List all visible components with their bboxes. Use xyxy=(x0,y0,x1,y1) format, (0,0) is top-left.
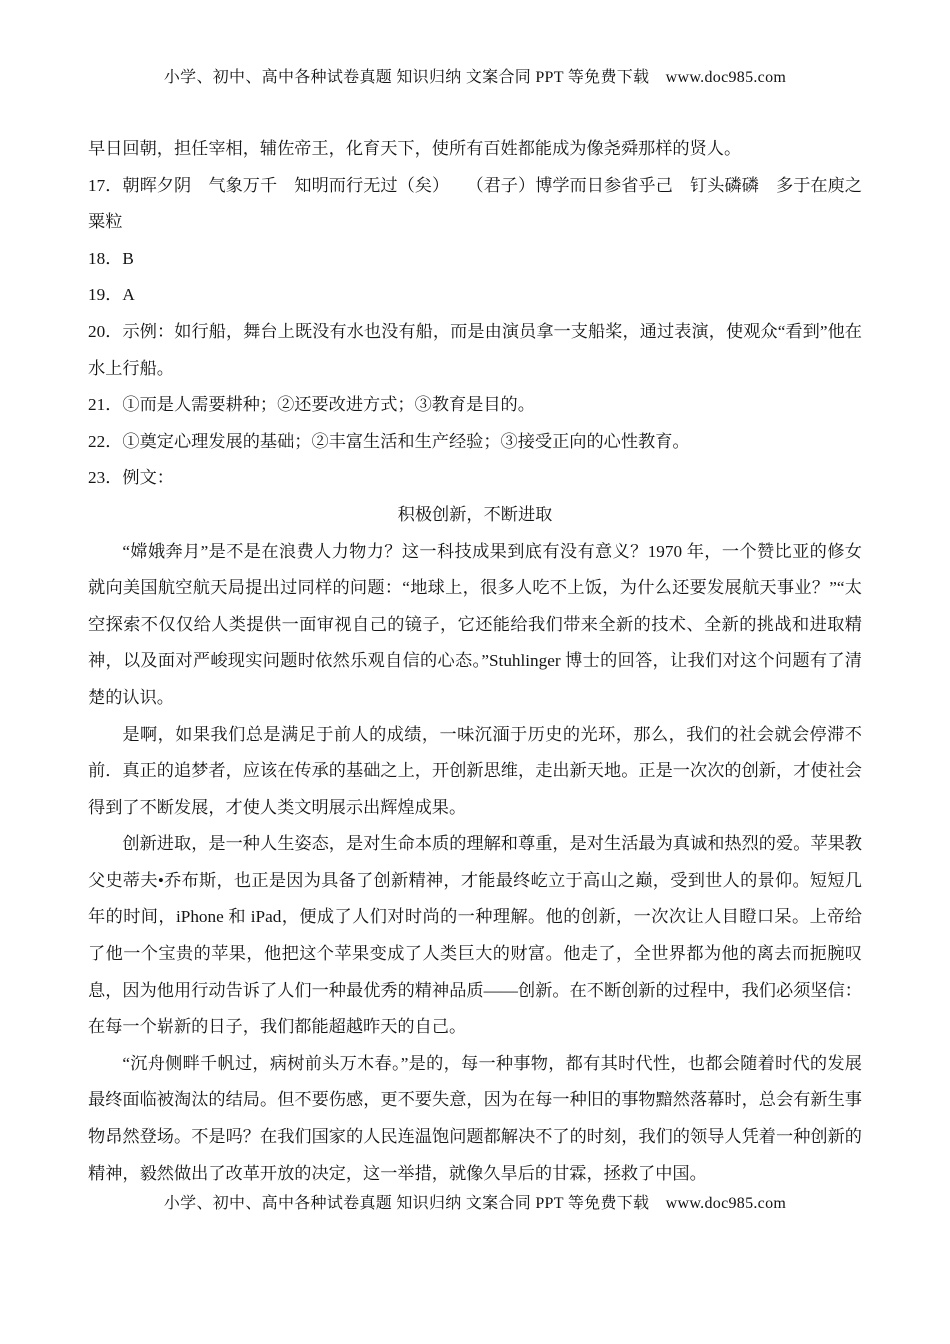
essay-title: 积极创新，不断进取 xyxy=(397,504,553,524)
answer-line-23-label: 23．例文： xyxy=(88,468,174,488)
answer-line-19: 19．A xyxy=(88,285,135,305)
answer-line-16-continuation: 早日回朝，担任宰相，辅佐帝王，化育天下，使所有百姓都能成为像尧舜那样的贤人。 xyxy=(88,139,742,158)
essay-paragraph: 是啊，如果我们总是满足于前人的成绩，一味沉湎于历史的光环，那么，我们的社会就会停滞不前．真正的追梦者，应该在传承的基础之上，开创新思维，走出新天地。正是一次次的创新，才使社会得到了不断发展，才使人类文明展示出辉煌成果。 xyxy=(88,724,862,817)
essay-paragraph: 创新进取，是一种人生姿态，是对生命本质的理解和尊重，是对生活最为真诚和热烈的爱。苹果教父史蒂夫•乔布斯，也正是因为具备了创新精神，才能最终屹立于高山之巅，受到世人的景仰。短短几年的时间，iPhone 和 iPad，便成了人们对时尚的一种理解。他的创新，一次次让人目瞪口呆。上帝给了他一个宝贵的苹果，他把这个苹果变成了人类巨大的财富。他走了，全世界都为他的离去而扼腕叹息，因为他用行动告诉了人们一种最优秀的精神品质——创新。在不断创新的过程中，我们必须坚信：在每一个崭新的日子，我们都能超越昨天的自己。 xyxy=(88,834,862,1037)
answer-line-17: 17．朝晖夕阴 气象万千 知明而行无过（矣） （君子）博学而日参省乎己 钉头磷磷 多于在庾之粟粒 xyxy=(88,175,862,232)
footer-watermark: 小学、初中、高中各种试卷真题 知识归纳 文案合同 PPT 等免费下载 www.doc985.com xyxy=(163,1195,787,1212)
answer-line-22: 22．①奠定心理发展的基础；②丰富生活和生产经验；③接受正向的心性教育。 xyxy=(88,431,690,451)
answer-line-18: 18．B xyxy=(88,248,134,268)
answer-sheet-content xyxy=(88,131,862,1192)
header-watermark: 小学、初中、高中各种试卷真题 知识归纳 文案合同 PPT 等免费下载 www.doc985.com xyxy=(163,69,787,86)
answer-line-21: 21．①而是人需要耕种；②还要改进方式；③教育是目的。 xyxy=(88,395,535,415)
essay-paragraph: “沉舟侧畔千帆过，病树前头万木春。”是的，每一种事物，都有其时代性，也都会随着时代的发展最终面临被淘汰的结局。但不要伤感，更不要失意，因为在每一种旧的事物黯然落幕时，总会有新生事物昂然登场。不是吗？在我们国家的人民连温饱问题都解决不了的时刻，我们的领导人凭着一种创新的精神，毅然做出了改革开放的决定，这一举措，就像久旱后的甘霖，拯救了中国。 xyxy=(88,1053,862,1183)
answer-line-20: 20．示例：如行船，舞台上既没有水也没有船，而是由演员拿一支船桨，通过表演，使观众“看到”他在水上行船。 xyxy=(88,321,862,378)
essay-paragraph: “嫦娥奔月”是不是在浪费人力物力？这一科技成果到底有没有意义？1970 年，一个赞比亚的修女就向美国航空航天局提出过同样的问题：“地球上，很多人吃不上饭，为什么还要发展航天事业？”“太空探索不仅仅给人类提供一面审视自己的镜子，它还能给我们带来全新的技术、全新的挑战和进取精神，以及面对严峻现实问题时依然乐观自信的心态。”Stuhlinger 博士的回答，让我们对这个问题有了清楚的认识。 xyxy=(88,541,862,707)
